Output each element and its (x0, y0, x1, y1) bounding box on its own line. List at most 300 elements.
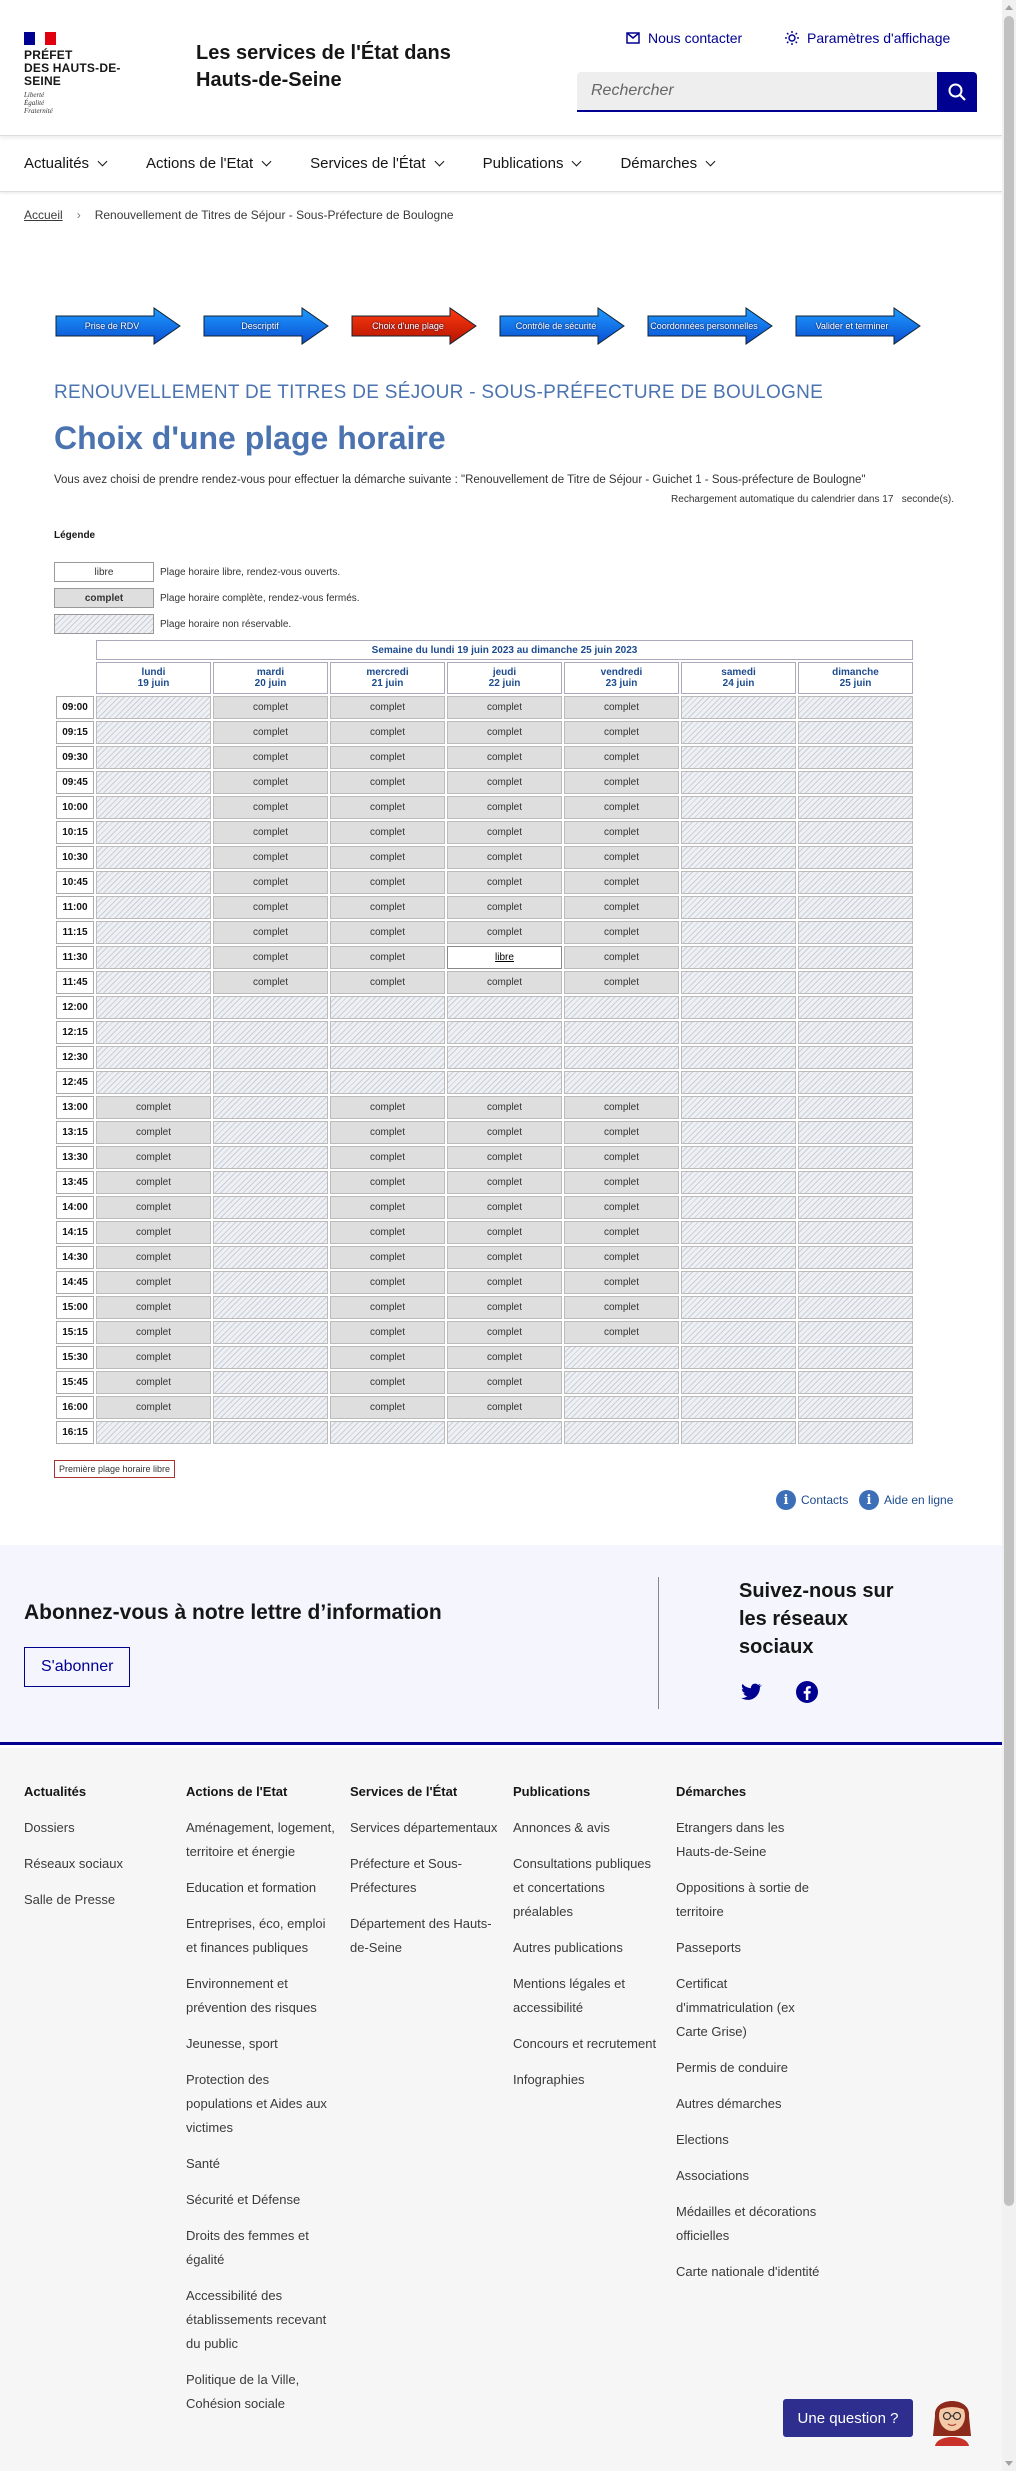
legend-libre-box: libre (54, 562, 154, 582)
footer-link[interactable]: Etrangers dans les Hauts-de-Seine (676, 1820, 785, 1859)
slot-complet: complet (96, 1271, 211, 1294)
footer-link[interactable]: Education et formation (186, 1880, 317, 1895)
day-date: 23 juin (605, 678, 638, 689)
slot-complet: complet (447, 696, 562, 719)
slot-complet: complet (213, 771, 328, 794)
footer-link[interactable]: Protection des populations et Aides aux victimes (186, 2072, 327, 2135)
slot-complet: complet (96, 1121, 211, 1144)
slot-non-reservable (447, 1021, 562, 1044)
chevron-down-icon (98, 157, 108, 167)
slot-complet: complet (564, 771, 679, 794)
slot-non-reservable (213, 1021, 328, 1044)
footer-link[interactable]: Infographies (513, 2072, 585, 2087)
time-row (56, 996, 913, 1019)
motto-fraternite: Fraternité (24, 107, 53, 115)
time-label: 12:45 (56, 1071, 94, 1094)
slot-complet: complet (96, 1196, 211, 1219)
footer-link[interactable]: Elections (676, 2132, 729, 2147)
search-icon (947, 82, 967, 102)
footer-link[interactable]: Entreprises, éco, emploi et finances publiques (186, 1916, 326, 1955)
slot-non-reservable (798, 996, 913, 1019)
slot-complet: complet (213, 921, 328, 944)
assistant-avatar-icon[interactable] (927, 2386, 977, 2446)
slot-complet: complet (447, 1221, 562, 1244)
slot-complet: complet (96, 1246, 211, 1269)
footer-link[interactable]: Concours et recrutement (513, 2036, 657, 2051)
footer-link[interactable]: Salle de Presse (24, 1892, 116, 1907)
slot-complet: complet (330, 721, 445, 744)
slot-non-reservable (681, 796, 796, 819)
day-date: 21 juin (371, 678, 404, 689)
slot-complet: complet (330, 1296, 445, 1319)
time-row (56, 771, 913, 794)
time-label: 10:00 (56, 796, 94, 819)
slot-non-reservable (681, 1146, 796, 1169)
time-label: 12:00 (56, 996, 94, 1019)
breadcrumb-current: Renouvellement de Titres de Séjour - Sous-Préfecture de Boulogne (94, 208, 454, 222)
slot-non-reservable (798, 896, 913, 919)
slot-complet: complet (447, 771, 562, 794)
day-name: samedi (721, 667, 756, 678)
slot-non-reservable (564, 1346, 679, 1369)
slot-complet: complet (447, 921, 562, 944)
slot-non-reservable (213, 1271, 328, 1294)
step-label: Descriptif (241, 321, 279, 331)
slot-non-reservable (96, 996, 211, 1019)
slot-complet: complet (564, 896, 679, 919)
display-settings-link[interactable]: Paramètres d'affichage (785, 30, 950, 46)
footer-column-1 (24, 1780, 154, 1924)
footer-link[interactable]: Médailles et décorations officielles (676, 2204, 817, 2243)
slot-complet: complet (564, 1121, 679, 1144)
slot-non-reservable (96, 1421, 211, 1444)
slot-complet: complet (213, 696, 328, 719)
slot-non-reservable (681, 1096, 796, 1119)
contact-link[interactable]: Nous contacter (626, 30, 742, 46)
slot-complet: complet (330, 1246, 445, 1269)
slot-non-reservable (447, 1071, 562, 1094)
slot-non-reservable (681, 771, 796, 794)
slot-complet: complet (564, 1271, 679, 1294)
footer-link[interactable]: Certificat d'immatriculation (ex Carte Grise) (676, 1976, 795, 2039)
slot-non-reservable (798, 921, 913, 944)
corner (56, 662, 94, 694)
slot-complet: complet (330, 921, 445, 944)
slot-complet: complet (213, 871, 328, 894)
slot-non-reservable (798, 821, 913, 844)
slot-non-reservable (681, 1221, 796, 1244)
time-row (56, 1121, 913, 1144)
slot-complet: complet (330, 696, 445, 719)
slot-complet: complet (330, 871, 445, 894)
slot-complet: complet (330, 1271, 445, 1294)
slot-non-reservable (798, 1371, 913, 1394)
search-input[interactable]: Rechercher (577, 72, 937, 112)
nav-item[interactable] (620, 155, 714, 172)
nav-item[interactable] (310, 155, 442, 172)
week-row (56, 640, 913, 660)
slot-non-reservable (213, 1421, 328, 1444)
time-row (56, 921, 913, 944)
slot-non-reservable (96, 796, 211, 819)
slot-complet: complet (213, 846, 328, 869)
footer-link[interactable]: Carte nationale d'identité (676, 2264, 820, 2279)
footer-column-title: Actualités (24, 1784, 87, 1799)
slot-complet: complet (213, 796, 328, 819)
step-4 (498, 306, 626, 346)
footer-link[interactable]: Oppositions à sortie de territoire (676, 1880, 809, 1919)
scroll-down-icon[interactable] (1005, 2461, 1013, 2466)
slot-non-reservable (798, 1271, 913, 1294)
time-row (56, 1396, 913, 1419)
slot-non-reservable (96, 1021, 211, 1044)
slot-non-reservable (213, 1071, 328, 1094)
time-row (56, 1046, 913, 1069)
footer-link[interactable]: Sécurité et Défense (186, 2192, 301, 2207)
slot-complet: complet (330, 846, 445, 869)
time-row (56, 946, 913, 969)
slot-non-reservable (798, 1046, 913, 1069)
footer-link[interactable]: Services départementaux (350, 1820, 498, 1835)
site-title[interactable]: Les services de l'État dans Hauts-de-Seine (196, 42, 451, 91)
slot-non-reservable (681, 946, 796, 969)
footer-link[interactable]: Autres publications (513, 1940, 623, 1955)
day-header (564, 662, 679, 694)
slot-complet: complet (96, 1296, 211, 1319)
footer-link[interactable]: Santé (186, 2156, 220, 2171)
slot-non-reservable (681, 871, 796, 894)
marianne-logo[interactable] (24, 32, 154, 115)
slot-non-reservable (96, 871, 211, 894)
day-header (447, 662, 562, 694)
slot-complet: complet (564, 921, 679, 944)
slot-non-reservable (213, 1321, 328, 1344)
slot-complet: complet (96, 1371, 211, 1394)
slot-non-reservable (213, 1346, 328, 1369)
slot-non-reservable (447, 1421, 562, 1444)
time-label: 14:30 (56, 1246, 94, 1269)
day-date: 24 juin (722, 678, 755, 689)
slot-complet: complet (447, 871, 562, 894)
twitter-icon[interactable] (739, 1680, 763, 1704)
time-label: 12:30 (56, 1046, 94, 1069)
legend-libre: libre Plage horaire libre, rendez-vous ouverts. (54, 562, 340, 582)
slot-complet: complet (96, 1146, 211, 1169)
slot-non-reservable (564, 1421, 679, 1444)
slot-non-reservable (96, 771, 211, 794)
nav-item-label: Publications (482, 155, 564, 172)
slot-non-reservable (798, 1021, 913, 1044)
nav-item[interactable] (24, 155, 106, 172)
slot-non-reservable (330, 1046, 445, 1069)
slot-non-reservable (96, 746, 211, 769)
slot-complet: complet (330, 946, 445, 969)
time-label: 11:15 (56, 921, 94, 944)
legend-complet: complet Plage horaire complète, rendez-vous fermés. (54, 588, 360, 608)
slot-libre[interactable]: libre (447, 946, 562, 969)
slot-non-reservable (798, 1071, 913, 1094)
day-name: lundi (141, 667, 166, 678)
time-label: 14:00 (56, 1196, 94, 1219)
page-title: Choix d'une plage horaire (54, 420, 446, 456)
chevron-down-icon (572, 157, 582, 167)
time-label: 16:15 (56, 1421, 94, 1444)
slot-non-reservable (96, 846, 211, 869)
day-name: dimanche (832, 667, 879, 678)
step-label: Valider et terminer (815, 321, 889, 331)
slot-non-reservable (564, 1071, 679, 1094)
nav-item-label: Services de l'État (310, 155, 426, 172)
slot-non-reservable (681, 746, 796, 769)
slot-complet: complet (447, 746, 562, 769)
newsletter-title: Abonnez-vous à notre lettre d’information (24, 1601, 442, 1624)
step-1 (54, 306, 182, 346)
step-2 (202, 306, 330, 346)
first-free-slot-button[interactable]: Première plage horaire libre (54, 1460, 175, 1478)
nav-item[interactable] (483, 155, 581, 172)
facebook-icon[interactable] (795, 1680, 819, 1704)
footer-link[interactable]: Réseaux sociaux (24, 1856, 123, 1871)
slot-non-reservable (330, 996, 445, 1019)
footer-link[interactable]: Dossiers (24, 1820, 75, 1835)
nav-item-label: Actualités (24, 155, 90, 172)
footer-link[interactable]: Annonces & avis (513, 1820, 610, 1835)
footer-link[interactable]: Environnement et prévention des risques (186, 1976, 317, 2015)
slot-non-reservable (564, 996, 679, 1019)
time-row (56, 821, 913, 844)
slot-complet: complet (564, 846, 679, 869)
reload-seconds: 17 (882, 494, 894, 505)
slot-non-reservable (447, 996, 562, 1019)
slot-non-reservable (213, 1096, 328, 1119)
time-label: 11:30 (56, 946, 94, 969)
time-label: 15:45 (56, 1371, 94, 1394)
slot-non-reservable (213, 1371, 328, 1394)
logo-line1: PRÉFET (24, 48, 73, 62)
day-header (213, 662, 328, 694)
slot-complet: complet (96, 1321, 211, 1344)
slot-complet: complet (330, 1171, 445, 1194)
slot-non-reservable (681, 971, 796, 994)
flag-icon (24, 32, 56, 45)
footer-link[interactable]: Département des Hauts-de-Seine (350, 1916, 492, 1955)
time-row (56, 1071, 913, 1094)
motto-egalite: Égalité (24, 99, 45, 107)
slot-non-reservable (798, 746, 913, 769)
slot-non-reservable (96, 896, 211, 919)
slot-complet: complet (213, 821, 328, 844)
time-row (56, 846, 913, 869)
time-row (56, 1196, 913, 1219)
step-label: Coordonnées personnelles (650, 321, 758, 331)
time-label: 09:15 (56, 721, 94, 744)
slot-non-reservable (96, 696, 211, 719)
legend-non-reservable-box (54, 614, 154, 634)
footer-column-2 (186, 1780, 336, 2428)
slot-non-reservable (213, 1171, 328, 1194)
day-name: mardi (256, 667, 285, 678)
slot-non-reservable (798, 1321, 913, 1344)
breadcrumb (24, 208, 454, 222)
site-header (0, 0, 1002, 136)
time-label: 15:30 (56, 1346, 94, 1369)
footer-link[interactable]: Permis de conduire (676, 2060, 788, 2075)
slot-complet: complet (564, 746, 679, 769)
slot-complet: complet (96, 1396, 211, 1419)
footer-link[interactable]: Politique de la Ville, Cohésion sociale (186, 2372, 300, 2411)
time-label: 13:00 (56, 1096, 94, 1119)
mail-icon (626, 32, 640, 44)
day-header (798, 662, 913, 694)
motto-liberte: Liberté (24, 91, 45, 99)
search-button[interactable] (937, 72, 977, 112)
subscribe-button[interactable]: S'abonner (24, 1647, 130, 1687)
time-label: 16:00 (56, 1396, 94, 1419)
slot-complet: complet (447, 1396, 562, 1419)
slot-non-reservable (330, 1421, 445, 1444)
step-5 (646, 306, 774, 346)
slot-non-reservable (681, 1321, 796, 1344)
slot-non-reservable (330, 1021, 445, 1044)
slot-non-reservable (447, 1046, 562, 1069)
slot-non-reservable (213, 1146, 328, 1169)
slot-complet: complet (330, 1321, 445, 1344)
slot-non-reservable (798, 1396, 913, 1419)
chat-button[interactable]: Une question ? (783, 2399, 913, 2437)
step-6 (794, 306, 922, 346)
footer-column-title: Services de l'État (350, 1784, 458, 1799)
slot-complet: complet (447, 1371, 562, 1394)
main-nav (0, 136, 1002, 192)
slot-non-reservable (798, 721, 913, 744)
time-row (56, 1096, 913, 1119)
footer-link[interactable]: Autres démarches (676, 2096, 782, 2111)
slot-complet: complet (564, 1246, 679, 1269)
time-row (56, 971, 913, 994)
day-date: 22 juin (488, 678, 521, 689)
slot-non-reservable (213, 1196, 328, 1219)
slot-non-reservable (798, 696, 913, 719)
time-label: 09:00 (56, 696, 94, 719)
time-row (56, 1271, 913, 1294)
breadcrumb-home[interactable]: Accueil (24, 208, 63, 222)
slot-non-reservable (96, 721, 211, 744)
slot-complet: complet (447, 721, 562, 744)
slot-complet: complet (330, 1371, 445, 1394)
slot-complet: complet (330, 1346, 445, 1369)
footer-link[interactable]: Préfecture et Sous-Préfectures (350, 1856, 462, 1895)
day-name: vendredi (600, 667, 643, 678)
slot-complet: complet (330, 1396, 445, 1419)
slot-non-reservable (213, 1121, 328, 1144)
slot-complet: complet (330, 796, 445, 819)
slot-non-reservable (681, 1071, 796, 1094)
footer-link[interactable]: Associations (676, 2168, 749, 2183)
contacts-link[interactable]: i Contacts (776, 1490, 848, 1510)
slot-non-reservable (681, 696, 796, 719)
slot-complet: complet (330, 896, 445, 919)
time-label: 09:45 (56, 771, 94, 794)
slot-non-reservable (798, 1221, 913, 1244)
legend-complet-box: complet (54, 588, 154, 608)
slot-non-reservable (798, 1246, 913, 1269)
slot-complet: complet (447, 846, 562, 869)
footer-column-3 (350, 1780, 500, 1972)
time-row (56, 1346, 913, 1369)
procedure-title: RENOUVELLEMENT DE TITRES DE SÉJOUR - SOUS-PRÉFECTURE DE BOULOGNE (54, 382, 824, 403)
footer-column-4 (513, 1780, 663, 2104)
day-header-row (56, 662, 913, 694)
day-header (681, 662, 796, 694)
online-help-link[interactable]: i Aide en ligne (859, 1490, 953, 1510)
step-label: Prise de RDV (84, 321, 140, 331)
footer-link[interactable]: Consultations publiques et concertations préalables (513, 1856, 652, 1919)
footer-link[interactable]: Droits des femmes et égalité (186, 2228, 309, 2267)
slot-non-reservable (798, 846, 913, 869)
search-bar (577, 72, 977, 112)
newsletter-section (0, 1545, 1002, 1745)
scrollbar[interactable] (1002, 0, 1016, 2471)
sun-icon (785, 31, 799, 45)
slot-non-reservable (681, 1371, 796, 1394)
step-label: Contrôle de sécurité (515, 321, 597, 331)
footer-link[interactable]: Jeunesse, sport (186, 2036, 278, 2051)
divider (658, 1577, 659, 1709)
procedure-intro: Vous avez choisi de prendre rendez-vous pour effectuer la démarche suivante : "Renouvellement de Titre de Séjour - Guichet 1 - Sous-préfecture de Boulogne" (54, 474, 866, 486)
footer-link[interactable]: Accessibilité des établissements recevant du public (186, 2288, 327, 2351)
slot-complet: complet (564, 696, 679, 719)
slot-non-reservable (681, 1196, 796, 1219)
slot-complet: complet (447, 1296, 562, 1319)
footer-column-title: Publications (513, 1784, 591, 1799)
slot-non-reservable (213, 1046, 328, 1069)
slot-complet: complet (96, 1346, 211, 1369)
week-header: Semaine du lundi 19 juin 2023 au dimanche 25 juin 2023 (96, 640, 913, 660)
slot-non-reservable (798, 1296, 913, 1319)
slot-complet: complet (564, 946, 679, 969)
slot-complet: complet (447, 971, 562, 994)
time-label: 09:30 (56, 746, 94, 769)
step-3 (350, 306, 478, 346)
footer-link[interactable]: Aménagement, logement, territoire et énergie (186, 1820, 335, 1859)
slot-complet: complet (447, 796, 562, 819)
slot-non-reservable (681, 1171, 796, 1194)
footer-link[interactable]: Passeports (676, 1940, 742, 1955)
slot-complet: complet (330, 1221, 445, 1244)
step-label: Choix d'une plage (372, 321, 444, 331)
slot-non-reservable (96, 921, 211, 944)
nav-item[interactable] (146, 155, 270, 172)
chevron-right-icon: › (76, 208, 81, 222)
slot-complet: complet (564, 1146, 679, 1169)
slot-complet: complet (447, 1196, 562, 1219)
scrollbar-thumb[interactable] (1004, 16, 1014, 2206)
scroll-up-icon[interactable] (1005, 5, 1013, 10)
slot-non-reservable (96, 971, 211, 994)
slot-complet: complet (447, 896, 562, 919)
site-footer (0, 1748, 1002, 2471)
slot-complet: complet (330, 771, 445, 794)
slot-complet: complet (96, 1096, 211, 1119)
time-label: 15:15 (56, 1321, 94, 1344)
day-date: 19 juin (137, 678, 170, 689)
slot-non-reservable (681, 1396, 796, 1419)
slot-non-reservable (798, 1171, 913, 1194)
slot-non-reservable (798, 971, 913, 994)
time-row (56, 1146, 913, 1169)
day-name: mercredi (366, 667, 409, 678)
footer-link[interactable]: Mentions légales et accessibilité (513, 1976, 626, 2015)
